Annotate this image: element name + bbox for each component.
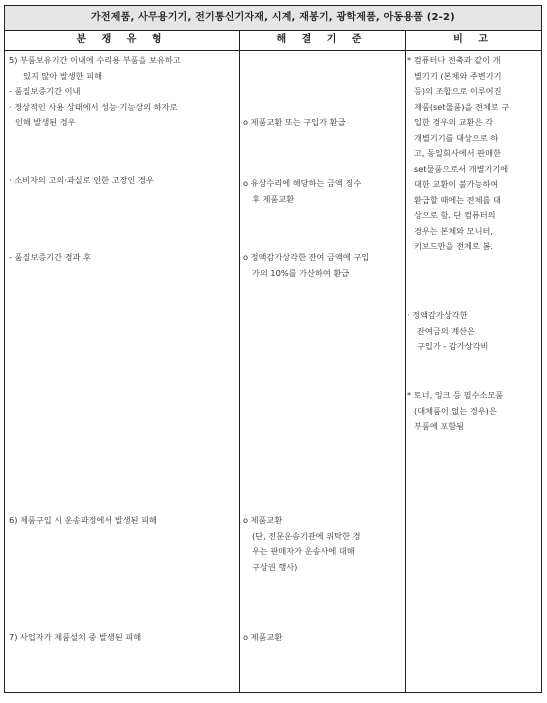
item5-warranty-within: - 품질보증기간 이내 xyxy=(9,86,81,96)
remark-line: 제품(set물품)을 전체로 구 xyxy=(414,101,510,112)
remark-line: 별기기 (본체와 주변기기 xyxy=(414,70,502,81)
remark-line: (대체품이 없는 경우)은 xyxy=(414,405,497,416)
resolution-installation: o 제품교환 xyxy=(243,632,283,642)
header-remarks: 비 고 xyxy=(405,30,542,51)
header-resolution-standard: 해 결 기 준 xyxy=(239,30,405,51)
item5-warranty-expired: - 품질보증기간 경과 후 xyxy=(9,252,91,262)
resolution-paid-repair-line1: o 유상수리에 해당하는 금액 징수 xyxy=(243,178,362,188)
remark-line: 상으로 함. 단 컴퓨터의 xyxy=(414,210,496,220)
item5-normal-use-line2: 인해 발생된 경우 xyxy=(15,117,76,127)
remark-line: * 컴퓨터나 전축과 같이 개 xyxy=(407,55,501,65)
item5-line2: 있지 않아 발생한 피해 xyxy=(23,70,102,81)
resolution-depreciation-line2: 가의 10%를 가산하여 환급 xyxy=(252,267,350,278)
remark-line: 개별기기를 대상으로 하 xyxy=(414,132,499,143)
resolution-transport xyxy=(243,513,407,575)
remark-line: 키보드만을 전체로 봄. xyxy=(414,241,493,251)
resolution-depreciation-refund xyxy=(243,250,407,281)
dispute-resolution-table xyxy=(4,5,542,693)
table-title: 가전제품, 사무용기기, 전기통신기자재, 시계, 재봉기, 광학제품, 아동용품 (2-2) xyxy=(5,6,541,31)
remark-depreciation-calc xyxy=(407,308,539,355)
item5-title xyxy=(9,53,241,131)
header-dispute-type: 분 쟁 유 형 xyxy=(5,30,239,51)
remark-line: 구입가 - 감가상각비 xyxy=(417,341,489,351)
remark-consumables xyxy=(407,388,539,435)
remark-set-products xyxy=(407,53,539,255)
remark-line: 부품에 포함됨 xyxy=(414,421,465,431)
remark-line: 입한 경우의 교환은 각 xyxy=(414,117,493,127)
item6-transport-damage: 6) 제품구입 시 운송과정에서 발생된 피해 xyxy=(9,515,157,525)
remark-line: · 정액감가상각한 xyxy=(407,310,468,320)
resolution-transport-line2: (단, 전문운송기관에 위탁한 경 xyxy=(252,530,361,541)
remark-line: 고, 동일회사에서 판매한 xyxy=(414,148,501,158)
resolution-paid-repair-line2: 후 제품교환 xyxy=(252,193,295,204)
remark-line: * 토너, 잉크 등 필수소모품 xyxy=(407,390,504,400)
resolution-transport-line3: 우는 판매자가 운송사에 대해 xyxy=(252,546,355,556)
item5-line1: 5) 부품보유기간 이내에 수리용 부품을 보유하고 xyxy=(9,55,181,65)
item5-normal-use-line1: · 정상적인 사용 상태에서 성능·기능상의 하자로 xyxy=(9,101,178,112)
remark-line: 대한 교환이 불가능하여 xyxy=(414,179,499,189)
resolution-paid-repair xyxy=(243,176,407,207)
resolution-depreciation-line1: o 정액감가상각한 잔여 금액에 구입 xyxy=(243,252,370,262)
remark-line: 잔여금의 계산은 xyxy=(417,325,475,336)
remark-line: 등)의 조합으로 이루어진 xyxy=(414,86,502,96)
item7-installation-damage: 7) 사업자가 제품설치 중 발생된 피해 xyxy=(9,632,142,642)
resolution-transport-line4: 구상권 행사) xyxy=(252,561,298,572)
resolution-exchange-or-refund: o 제품교환 또는 구입가 환급 xyxy=(243,117,346,127)
resolution-transport-line1: o 제품교환 xyxy=(243,515,283,525)
remark-line: 환급할 때에는 전체를 대 xyxy=(414,194,501,205)
remark-line: set물품으로서 개별기기에 xyxy=(414,163,509,174)
remark-line: 경우는 본체와 모니터, xyxy=(414,225,493,236)
item5-consumer-fault: · 소비자의 고의·과실로 인한 고장인 경우 xyxy=(9,175,154,185)
